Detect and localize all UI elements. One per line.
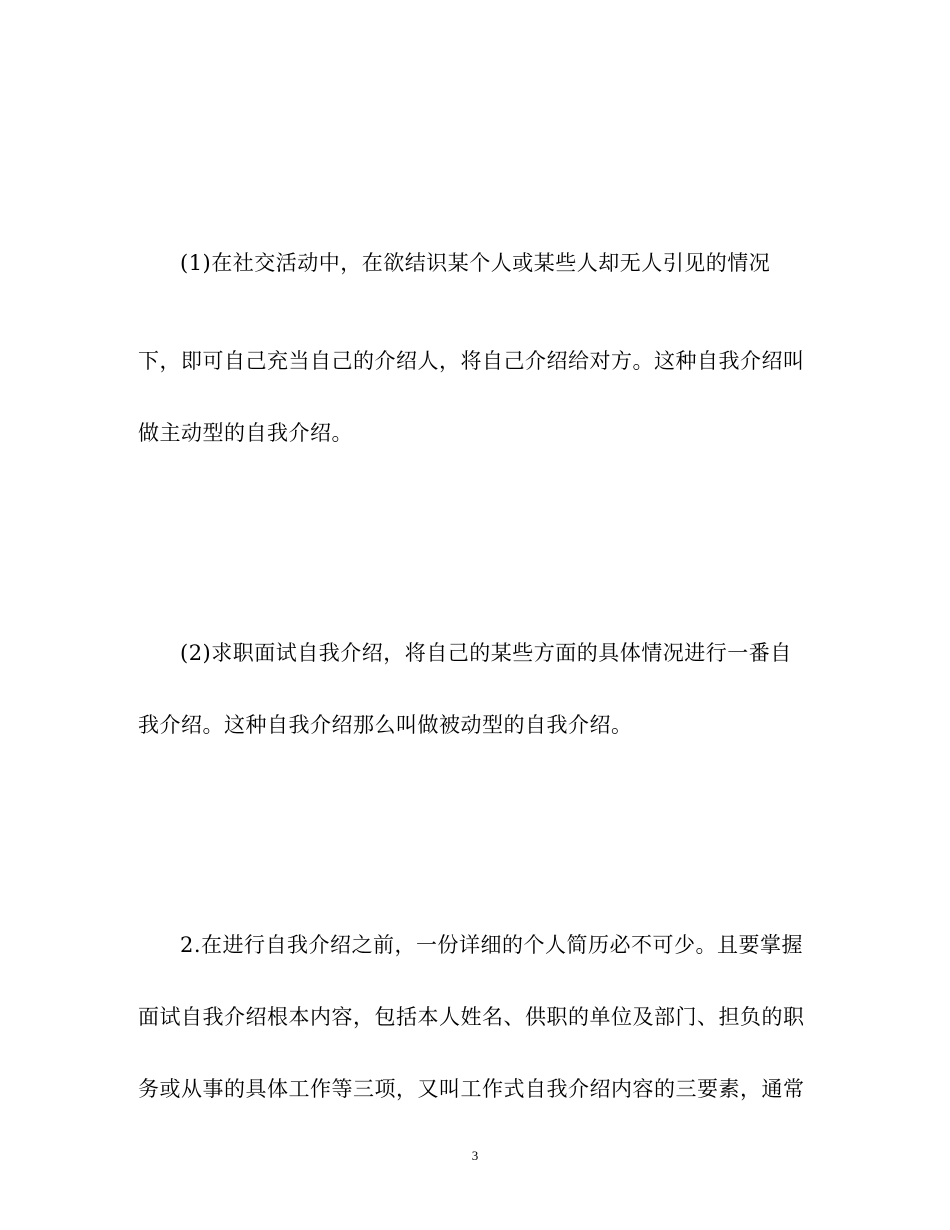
paragraph-3-line-2: 面试自我介绍根本内容，包括本人姓名、供职的单位及部门、担负的职: [138, 1005, 805, 1029]
paragraph-2-line-1: (2)求职面试自我介绍，将自己的某些方面的具体情况进行一番自: [180, 641, 792, 665]
page-number: 3: [471, 1148, 479, 1163]
paragraph-3-line-3: 务或从事的具体工作等三项，又叫工作式自我介绍内容的三要素，通常: [138, 1077, 805, 1101]
paragraph-1-line-2: 下，即可自己充当自己的介绍人，将自己介绍给对方。这种自我介绍叫: [138, 349, 805, 373]
paragraph-1-line-3: 做主动型的自我介绍。: [138, 421, 353, 445]
paragraph-1-line-1: (1)在社交活动中，在欲结识某个人或某些人却无人引见的情况: [180, 251, 771, 275]
paragraph-2-line-2: 我介绍。这种自我介绍那么叫做被动型的自我介绍。: [138, 713, 633, 737]
paragraph-3-line-1: 2.在进行自我介绍之前，一份详细的个人简历必不可少。且要掌握: [180, 933, 804, 957]
